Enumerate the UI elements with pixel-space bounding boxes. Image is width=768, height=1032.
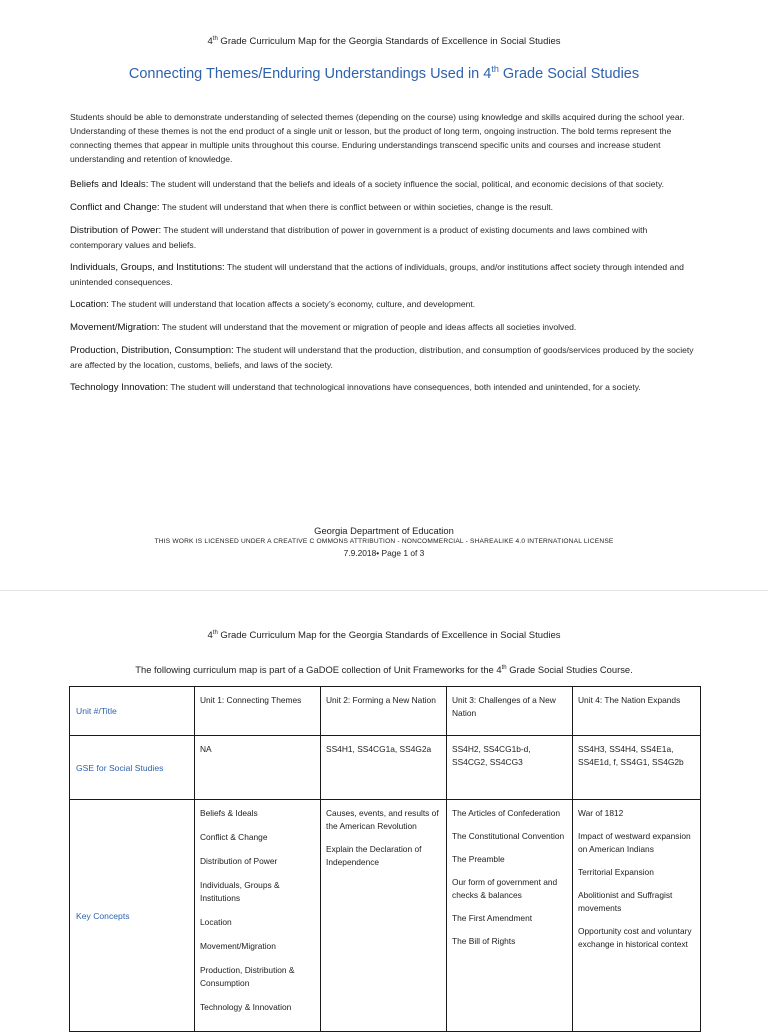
curriculum-map-table <box>69 686 701 1032</box>
running-header: 4th Grade Curriculum Map for the Georgia Standards of Excellence in Social Studies <box>207 629 561 641</box>
list-item: Production, Distribution & Consumption <box>200 965 295 988</box>
unit-4-gse: SS4H3, SS4H4, SS4E1a, SS4E1d, f, SS4G1, SS4G2b <box>573 736 701 800</box>
list-item: Our form of government and checks & balances <box>452 877 558 900</box>
intro-paragraph: Students should be able to demonstrate understanding of selected themes (depending on the course) using knowledge and skills acquired during the school year. Understanding of these themes is not the end product of a single unit or lesson, but the product of long term, ongoing instruction. The bold terms represent the connecting themes that appear in multiple units throughout this course. Enduring understandings transcend specific units and courses and increase student understanding and retention of knowledge. <box>70 112 685 164</box>
row-header-key-concepts: Key Concepts <box>70 800 195 1032</box>
table-row <box>70 800 701 1032</box>
list-item: Individuals, Groups & Institutions <box>200 880 280 903</box>
unit-4-key-concepts <box>573 800 701 1032</box>
list-item: The Bill of Rights <box>452 936 516 946</box>
running-header: 4th Grade Curriculum Map for the Georgia Standards of Excellence in Social Studies <box>207 35 561 47</box>
page-separator <box>0 590 768 591</box>
list-item: Beliefs & Ideals <box>200 808 258 818</box>
list-item: Location <box>200 917 232 927</box>
list-item: War of 1812 <box>578 808 624 818</box>
theme-location: Location: The student will understand that location affects a society’s economy, culture, and development. <box>70 299 476 310</box>
theme-individuals-groups: Individuals, Groups, and Institutions: The student will understand that the actions of individuals, groups, and/or institutions affect society through intended and unintended consequences. <box>70 262 684 287</box>
list-item: The Articles of Confederation <box>452 808 561 818</box>
footer-org: Georgia Department of Education <box>314 525 454 536</box>
unit-1-key-concepts <box>195 800 321 1032</box>
list-item: The Constitutional Convention <box>452 831 565 841</box>
theme-production-distribution: Production, Distribution, Consumption: The student will understand that the production, distribution, and consumption of goods/services produced by the society are affected by the location, customs, beliefs, and laws of the society. <box>70 345 694 370</box>
theme-distribution-power: Distribution of Power: The student will understand that distribution of power in government is a product of existing documents and laws combined with contemporary values and beliefs. <box>70 225 648 250</box>
page-footer <box>0 524 768 559</box>
list-item: Causes, events, and results of the American Revolution <box>326 808 439 831</box>
table-row <box>70 736 701 800</box>
list-item: Movement/Migration <box>200 941 276 951</box>
table-row <box>70 687 701 736</box>
footer-page-number: 7.9.2018• Page 1 of 3 <box>343 548 425 558</box>
unit-2-title: Unit 2: Forming a New Nation <box>321 687 447 736</box>
unit-1-gse: NA <box>195 736 321 800</box>
unit-3-title: Unit 3: Challenges of a New Nation <box>447 687 573 736</box>
theme-technology-innovation: Technology Innovation: The student will understand that technological innovations have consequences, both intended and unintended, for a society. <box>70 382 641 393</box>
row-header-unit-title: Unit #/Title <box>70 687 195 736</box>
unit-3-gse: SS4H2, SS4CG1b-d, SS4CG2, SS4CG3 <box>447 736 573 800</box>
list-item: Impact of westward expansion on American Indians <box>578 831 691 854</box>
themes-body <box>70 110 698 403</box>
list-item: Conflict & Change <box>200 832 268 842</box>
unit-3-key-concepts <box>447 800 573 1032</box>
unit-4-title: Unit 4: The Nation Expands <box>573 687 701 736</box>
list-item: Opportunity cost and voluntary exchange in historical context <box>578 926 692 949</box>
unit-2-key-concepts <box>321 800 447 1032</box>
page-title: Connecting Themes/Enduring Understandings Used in 4th Grade Social Studies <box>128 64 640 82</box>
theme-movement-migration: Movement/Migration: The student will understand that the movement or migration of people and ideas affects all societies involved. <box>70 322 577 333</box>
unit-2-gse: SS4H1, SS4CG1a, SS4G2a <box>321 736 447 800</box>
page-2 <box>0 600 768 1024</box>
footer-license: THIS WORK IS LICENSED UNDER A CREATIVE C OMMONS ATTRIBUTION - NONCOMMERCIAL - SHAREALIKE 4.0 INTERNATIONAL LICENSE <box>154 538 614 545</box>
list-item: The First Amendment <box>452 913 533 923</box>
list-item: Distribution of Power <box>200 856 278 866</box>
list-item: Technology & Innovation <box>200 1002 292 1012</box>
list-item: The Preamble <box>452 854 505 864</box>
unit-1-title: Unit 1: Connecting Themes <box>195 687 321 736</box>
list-item: Territorial Expansion <box>578 867 654 877</box>
list-item: Abolitionist and Suffragist movements <box>578 890 673 913</box>
theme-conflict-change: Conflict and Change: The student will understand that when there is conflict between or within societies, change is the result. <box>70 202 554 213</box>
theme-beliefs-ideals: Beliefs and Ideals: The student will understand that the beliefs and ideals of a society influence the social, political, and economic decisions of that society. <box>70 179 665 190</box>
row-header-gse: GSE for Social Studies <box>70 736 195 800</box>
list-item: Explain the Declaration of Independence <box>326 844 422 867</box>
curriculum-intro: The following curriculum map is part of a GaDOE collection of Unit Frameworks for the 4th Grade Social Studies Course. <box>135 664 633 675</box>
